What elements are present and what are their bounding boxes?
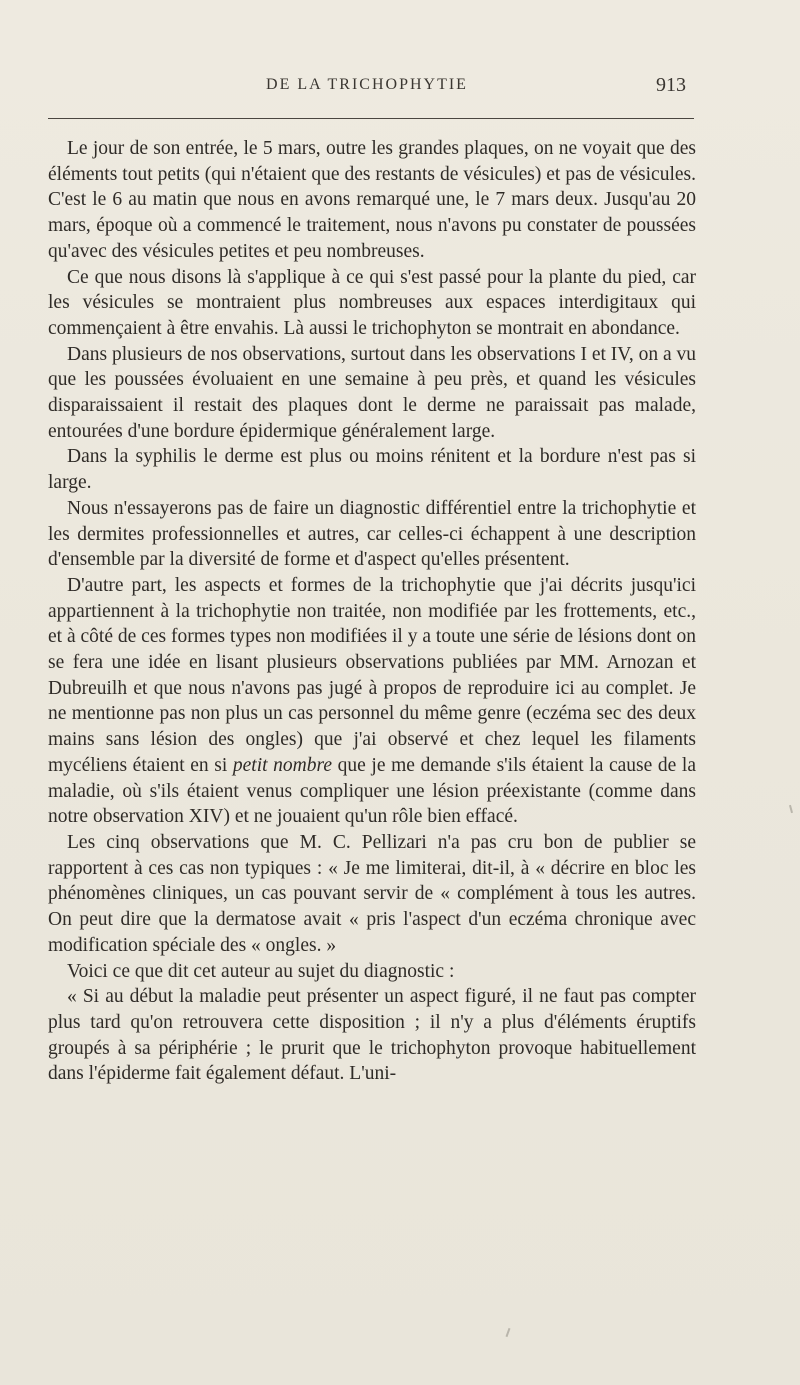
paragraph: Ce que nous disons là s'applique à ce qui s'est passé pour la plante du pied, car les vésicules se montraient plus nombreuses aux espaces interdigitaux qui commençaient à être envahis. Là aussi le trichophyton se montrait en abondance. [48, 266, 696, 339]
paragraph: Nous n'essayerons pas de faire un diagnostic différentiel entre la trichophytie et les dermites professionnelles et autres, car celles-ci échappent à une description d'ensemble par la diversité de forme et d'aspect qu'elles présentent. [48, 497, 696, 571]
paragraph [48, 573, 696, 830]
paper-speck [506, 1328, 511, 1337]
paragraph: Le jour de son entrée, le 5 mars, outre les grandes plaques, on ne voyait que des éléments tout petits (qui n'étaient que des restants de vésicules) et pas de vésicules. C'est le 6 au matin que nous en avons remarqué une, le 7 mars deux. Jusqu'au 20 mars, époque où a commencé le traitement, nous n'avons pu constater de poussées qu'avec des vésicules petites et peu nombreuses. [48, 138, 696, 262]
paragraph: « Si au début la maladie peut présenter un aspect figuré, il ne faut pas compter plus tard qu'on retrouvera cette disposition ; il n'y a plus d'éléments éruptifs groupés à sa périphérie ; le prurit que le trichophyton provoque habituellement dans l'épiderme fait également défaut. L'uni- [48, 986, 696, 1085]
paragraph-text: D'autre part, les aspects et formes de la trichophytie que j'ai décrits jusqu'ici appartiennent à la trichophytie non traitée, non modifiée par les frottements, etc., et à côté de ces formes types non modifiées il y a toute une série de lésions dont on se fera une idée en lisant plusieurs observations publiées par MM. Arnozan et Dubreuilh et que nous n'avons pas jugé à propos de reproduire ici au complet. Je ne mentionne pas non plus un cas personnel du même genre (eczéma sec des deux mains sans lésion des ongles) que j'ai observé et chez lequel les filaments mycéliens étaient en si [48, 574, 696, 776]
page-header [48, 76, 686, 106]
paragraph: Voici ce que dit cet auteur au sujet du diagnostic : [67, 960, 455, 982]
paper-speck [789, 805, 793, 813]
paragraph-text: que je me demande s'ils étaient la cause de la maladie, où s'ils étaient venus compliquer une lésion préexistante (comme dans notre observation XIV) et ne jouaient qu'un rôle bien effacé. [48, 754, 696, 828]
page-number: 913 [656, 74, 686, 96]
paragraph: Les cinq observations que M. C. Pellizari n'a pas cru bon de publier se rapportent à ces cas non typiques : « Je me limiterai, dit-il, à « décrire en bloc les phénomènes cliniques, un cas pouvant servir de « complément à tous les autres. On peut dire que la dermatose avait « pris l'aspect d'un eczéma chronique avec modification spéciale des « ongles. » [48, 831, 696, 956]
running-head: DE LA TRICHOPHYTIE [266, 76, 468, 93]
header-rule [48, 118, 694, 119]
emphasized-text: petit nombre [232, 754, 333, 776]
body-text [48, 136, 696, 1087]
paragraph: Dans plusieurs de nos observations, surtout dans les observations I et IV, on a vu que les poussées évoluaient en une semaine à peu près, et quand les vésicules disparaissaient il restait des plaques dont le derme ne paraissait pas malade, entourées d'une bordure épidermique généralement large. [48, 343, 696, 442]
paragraph: Dans la syphilis le derme est plus ou moins rénitent et la bordure n'est pas si large. [48, 446, 696, 494]
